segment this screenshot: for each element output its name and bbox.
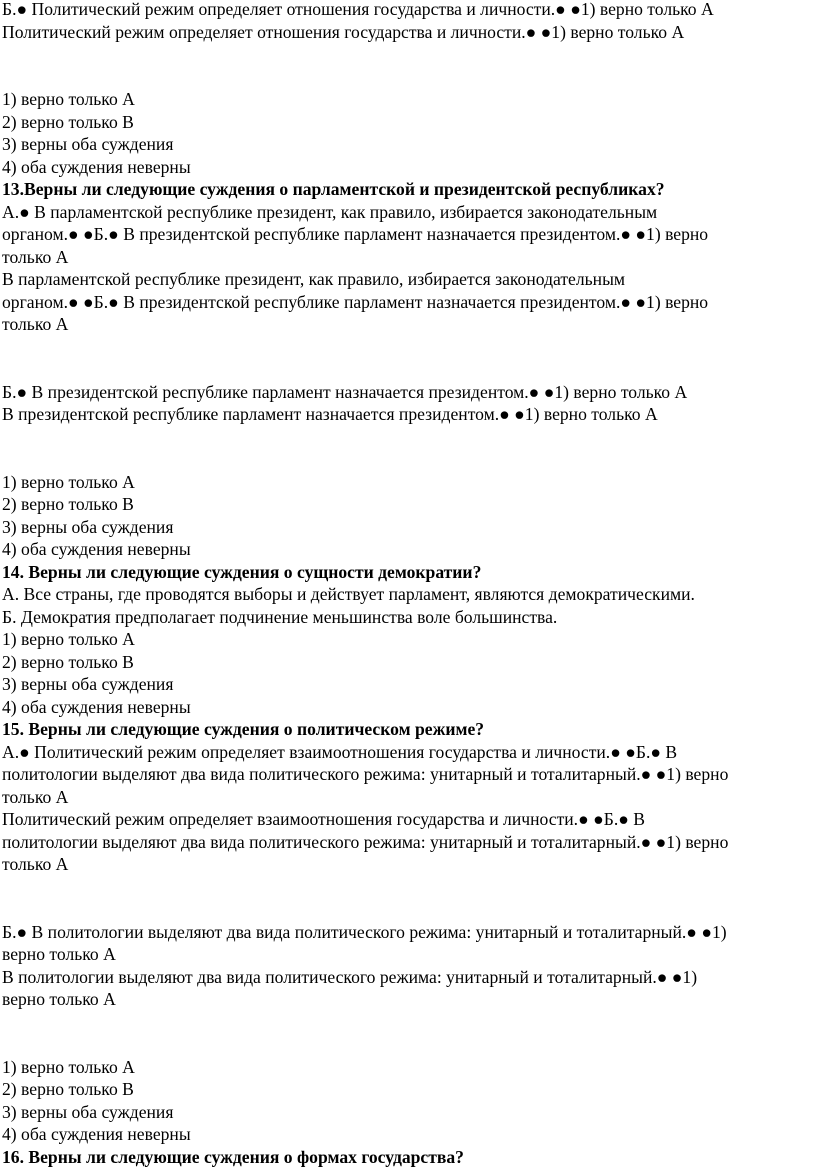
text-line: 3) верны оба суждения bbox=[2, 1101, 802, 1124]
text-line: верно только А bbox=[2, 988, 802, 1011]
text-line: 1) верно только А bbox=[2, 628, 802, 651]
question-heading: 13.Верны ли следующие суждения о парламентской и президентской республиках? bbox=[2, 178, 802, 201]
text-line: 4) оба суждения неверны bbox=[2, 696, 802, 719]
text-line: Б.● В президентской республике парламент назначается президентом.● ●1) верно только А bbox=[2, 381, 802, 404]
text-line: 2) верно только В bbox=[2, 1078, 802, 1101]
question-heading: 16. Верны ли следующие суждения о формах государства? bbox=[2, 1146, 802, 1168]
text-line: Политический режим определяет взаимоотношения государства и личности.● ●Б.● В bbox=[2, 808, 802, 831]
text-line: А.● Политический режим определяет взаимоотношения государства и личности.● ●Б.● В bbox=[2, 741, 802, 764]
text-line: Б. Демократия предполагает подчинение меньшинства воле большинства. bbox=[2, 606, 802, 629]
text-line: В президентской республике парламент назначается президентом.● ●1) верно только А bbox=[2, 403, 802, 426]
text-line: 3) верны оба суждения bbox=[2, 133, 802, 156]
blank-line bbox=[2, 1033, 802, 1056]
text-line: органом.● ●Б.● В президентской республике парламент назначается президентом.● ●1) верно bbox=[2, 223, 802, 246]
blank-line bbox=[2, 1011, 802, 1034]
text-line: Б.● Политический режим определяет отношения государства и личности.● ●1) верно только А bbox=[2, 0, 802, 21]
text-line: 2) верно только В bbox=[2, 651, 802, 674]
text-line: 4) оба суждения неверны bbox=[2, 538, 802, 561]
text-line: А. Все страны, где проводятся выборы и действует парламент, являются демократическими. bbox=[2, 583, 802, 606]
blank-line bbox=[2, 336, 802, 359]
blank-line bbox=[2, 898, 802, 921]
text-line: 1) верно только А bbox=[2, 1056, 802, 1079]
text-line: 2) верно только В bbox=[2, 493, 802, 516]
text-line: В политологии выделяют два вида политического режима: унитарный и тоталитарный.● ●1) bbox=[2, 966, 802, 989]
blank-line bbox=[2, 426, 802, 449]
question-heading: 15. Верны ли следующие суждения о политическом режиме? bbox=[2, 718, 802, 741]
text-line: 4) оба суждения неверны bbox=[2, 1123, 802, 1146]
blank-line bbox=[2, 448, 802, 471]
blank-line bbox=[2, 358, 802, 381]
text-line: 1) верно только А bbox=[2, 88, 802, 111]
text-line: только А bbox=[2, 246, 802, 269]
text-line: 3) верны оба суждения bbox=[2, 673, 802, 696]
text-line: только А bbox=[2, 853, 802, 876]
text-line: 4) оба суждения неверны bbox=[2, 156, 802, 179]
blank-line bbox=[2, 43, 802, 66]
question-heading: 14. Верны ли следующие суждения о сущности демократии? bbox=[2, 561, 802, 584]
blank-line bbox=[2, 66, 802, 89]
text-line: В парламентской республике президент, как правило, избирается законодательным bbox=[2, 268, 802, 291]
text-line: политологии выделяют два вида политического режима: унитарный и тоталитарный.● ●1) верно bbox=[2, 763, 802, 786]
text-line: верно только А bbox=[2, 943, 802, 966]
text-line: Политический режим определяет отношения государства и личности.● ●1) верно только А bbox=[2, 21, 802, 44]
text-line: только А bbox=[2, 313, 802, 336]
text-line: только А bbox=[2, 786, 802, 809]
text-line: А.● В парламентской республике президент, как правило, избирается законодательным bbox=[2, 201, 802, 224]
text-line: 3) верны оба суждения bbox=[2, 516, 802, 539]
document-body bbox=[2, 0, 802, 1168]
text-line: 1) верно только А bbox=[2, 471, 802, 494]
text-line: 2) верно только В bbox=[2, 111, 802, 134]
text-line: Б.● В политологии выделяют два вида политического режима: унитарный и тоталитарный.● ●1) bbox=[2, 921, 802, 944]
text-line: политологии выделяют два вида политического режима: унитарный и тоталитарный.● ●1) верно bbox=[2, 831, 802, 854]
text-line: органом.● ●Б.● В президентской республике парламент назначается президентом.● ●1) верно bbox=[2, 291, 802, 314]
blank-line bbox=[2, 876, 802, 899]
